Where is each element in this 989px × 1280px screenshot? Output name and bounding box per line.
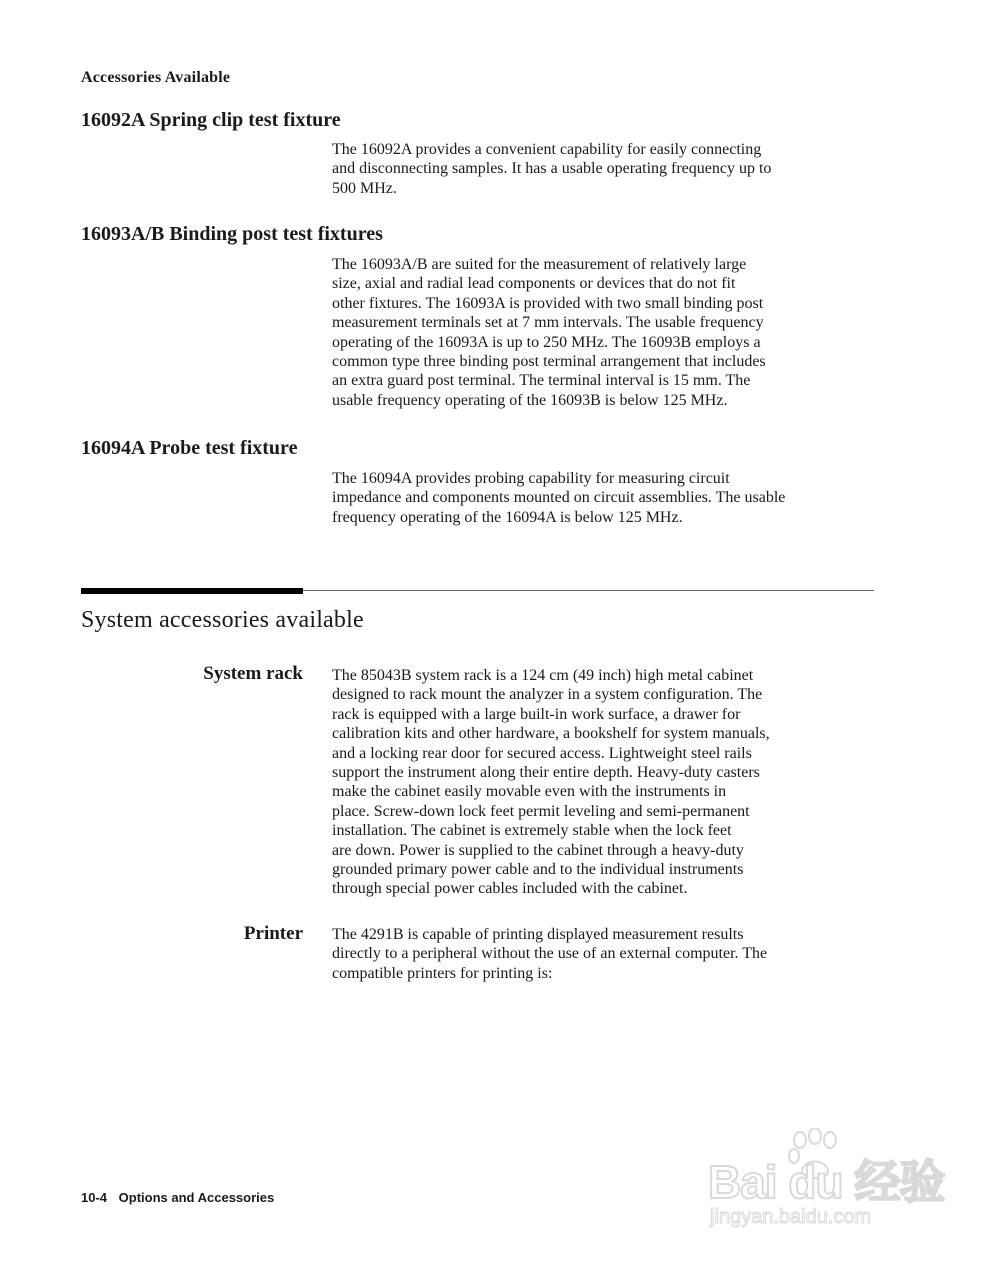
section-body-16092a (332, 140, 877, 198)
printer-body (332, 925, 877, 983)
watermark-logo: Bai du 经验 (708, 1156, 945, 1208)
text-line: and disconnecting samples. It has a usable operating frequency up to (332, 160, 772, 178)
text-line: installation. The cabinet is extremely stable when the lock feet (332, 822, 732, 840)
text-line: calibration kits and other hardware, a bookshelf for system manuals, (332, 725, 770, 743)
text-line: The 85043B system rack is a 124 cm (49 inch) high metal cabinet (332, 667, 754, 684)
text-line: grounded primary power cable and to the individual instruments (332, 861, 744, 879)
text-line: common type three binding post terminal arrangement that includes (332, 353, 766, 371)
text-line: The 16094A provides probing capability for measuring circuit (332, 470, 730, 487)
text-line: support the instrument along their entire depth. Heavy-duty casters (332, 764, 760, 782)
text-line: place. Screw-down lock feet permit leveling and semi-permanent (332, 802, 750, 820)
text-line: frequency operating of the 16094A is below 125 MHz. (332, 508, 683, 526)
system-accessories-heading: System accessories available (81, 607, 364, 633)
section-title-16094a: 16094A Probe test fixture (81, 437, 298, 459)
text-line: The 4291B is capable of printing displayed measurement results (332, 926, 744, 943)
text-line: rack is equipped with a large built-in work surface, a drawer for (332, 705, 741, 723)
text-line: compatible printers for printing is: (332, 964, 553, 982)
printer-label: Printer (243, 923, 303, 944)
text-line: and a locking rear door for secured access. Lightweight steel rails (332, 744, 752, 762)
system-rack-body (332, 666, 877, 899)
text-line: make the cabinet easily movable even with the instruments in (332, 783, 727, 801)
text-line: The 16093A/B are suited for the measurement of relatively large (332, 256, 747, 273)
section-body-16093ab (332, 255, 877, 410)
text-line: impedance and components mounted on circuit assemblies. The usable (332, 489, 786, 507)
text-line: designed to rack mount the analyzer in a system configuration. The (332, 686, 763, 704)
text-line: through special power cables included with the cabinet. (332, 880, 688, 898)
page-footer (81, 1190, 274, 1205)
text-line: 500 MHz. (332, 179, 397, 197)
page-number: 10-4 (81, 1190, 108, 1205)
text-line: operating of the 16093A is up to 250 MHz. The 16093B employs a (332, 333, 761, 351)
chapter-title: Options and Accessories (118, 1190, 275, 1205)
section-title-16092a: 16092A Spring clip test fixture (81, 109, 341, 131)
text-line: other fixtures. The 16093A is provided with two small binding post (332, 294, 764, 312)
section-title-16093ab: 16093A/B Binding post test fixtures (81, 223, 383, 245)
text-line: an extra guard post terminal. The terminal interval is 15 mm. The (332, 372, 751, 390)
section-body-16094a (332, 469, 877, 527)
running-header: Accessories Available (81, 69, 231, 86)
system-rack-label: System rack (203, 663, 303, 684)
text-line: usable frequency operating of the 16093B is below 125 MHz. (332, 391, 728, 409)
text-line: size, axial and radial lead components or devices that do not fit (332, 275, 736, 293)
text-line: are down. Power is supplied to the cabinet through a heavy-duty (332, 841, 744, 859)
text-line: The 16092A provides a convenient capability for easily connecting (332, 141, 762, 158)
section-divider-thin (303, 590, 874, 591)
text-line: measurement terminals set at 7 mm intervals. The usable frequency (332, 314, 764, 332)
text-line: directly to a peripheral without the use of an external computer. The (332, 945, 768, 963)
baidu-jingyan-watermark (700, 1128, 945, 1238)
watermark-url: jingyan.baidu.com (710, 1206, 872, 1228)
section-divider-thick (81, 588, 303, 594)
